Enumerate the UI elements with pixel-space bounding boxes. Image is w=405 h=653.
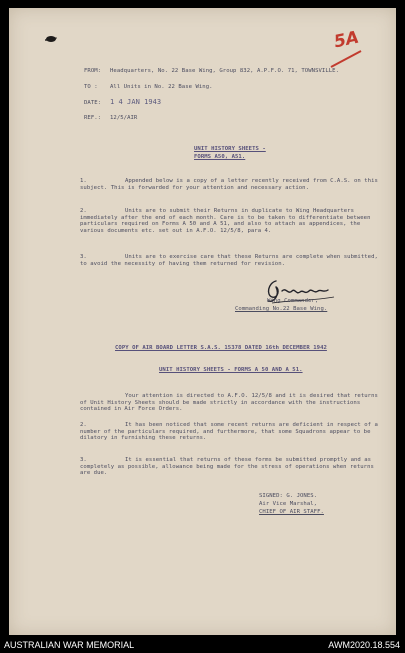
handwritten-folio-number: 5A — [332, 27, 361, 53]
date-stamp: 1 4 JAN 1943 — [110, 98, 162, 106]
letter-para3-text: It is essential that returns of these forms be submitted promptly and as completely as possible, allowance being made for the stress of operations when returns are due. — [80, 457, 374, 477]
para1-text: Appended below is a copy of a letter recently received from C.A.S. on this subject. This is forwarded for your attention and necessary action. — [80, 178, 378, 191]
ink-blot — [44, 35, 58, 43]
ref-value: 12/5/AIR — [110, 115, 138, 121]
from-label: FROM: — [84, 68, 102, 74]
section1-title-line2: FORMS A50, A51. — [194, 154, 246, 160]
signed-line: SIGNED: G. JONES. — [259, 493, 318, 499]
section2-subtitle: UNIT HISTORY SHEETS - FORMS A 50 AND A 51. — [159, 367, 303, 373]
para2-number: 2. — [80, 208, 87, 214]
para2-text: Units are to submit their Returns in duplicate to Wing Headquarters immediately after the end of each month. Care is to be taken to differentiate between particulars required on Forms A 50 and A 51, and also to attach as appendices, the various documents etc. set out in A.F.O. 12/5/8, para 4. — [80, 208, 371, 234]
section2-title: COPY OF AIR BOARD LETTER S.A.S. 15378 DATED 16th DECEMBER 1942 — [115, 345, 327, 351]
signature-rank: Wing Commander, — [267, 298, 319, 304]
signature-unit: Commanding No.22 Base Wing. — [235, 306, 328, 312]
letter-para3-number: 3. — [80, 457, 87, 463]
para3-number: 3. — [80, 254, 87, 260]
document-page — [9, 8, 396, 635]
date-label: DATE: — [84, 100, 102, 106]
handwritten-underline — [331, 50, 362, 68]
para1-number: 1. — [80, 178, 87, 184]
para3-text: Units are to exercise care that these Returns are complete when submitted, to avoid the necessity of having them returned for revision. — [80, 254, 378, 267]
letter-para2-number: 2. — [80, 422, 87, 428]
footer-institution: AUSTRALIAN WAR MEMORIAL — [4, 640, 135, 650]
signed-title: CHIEF OF AIR STAFF. — [259, 509, 324, 515]
footer-catalogue-id: AWM2020.18.554 — [328, 640, 400, 650]
section1-title-line1: UNIT HISTORY SHEETS - — [194, 146, 266, 152]
to-value: All Units in No. 22 Base Wing. — [110, 84, 213, 90]
signed-rank: Air Vice Marshal, — [259, 501, 318, 507]
to-label: TO : — [84, 84, 98, 90]
letter-para2-text: It has been noticed that some recent returns are deficient in respect of a number of the particulars required, and furthermore, that some Squadrons appear to be dilatory in furnishing these returns. — [80, 422, 378, 442]
from-value: Headquarters, No. 22 Base Wing, Group 832, A.P.F.O. 71, TOWNSVILLE. — [110, 68, 339, 74]
letter-para1-text: Your attention is directed to A.F.O. 12/5/8 and it is desired that returns of Unit History Sheets should be made strictly in accordance with the instructions contained in Air Force Orders. — [80, 393, 378, 413]
ref-label: REF.: — [84, 115, 102, 121]
